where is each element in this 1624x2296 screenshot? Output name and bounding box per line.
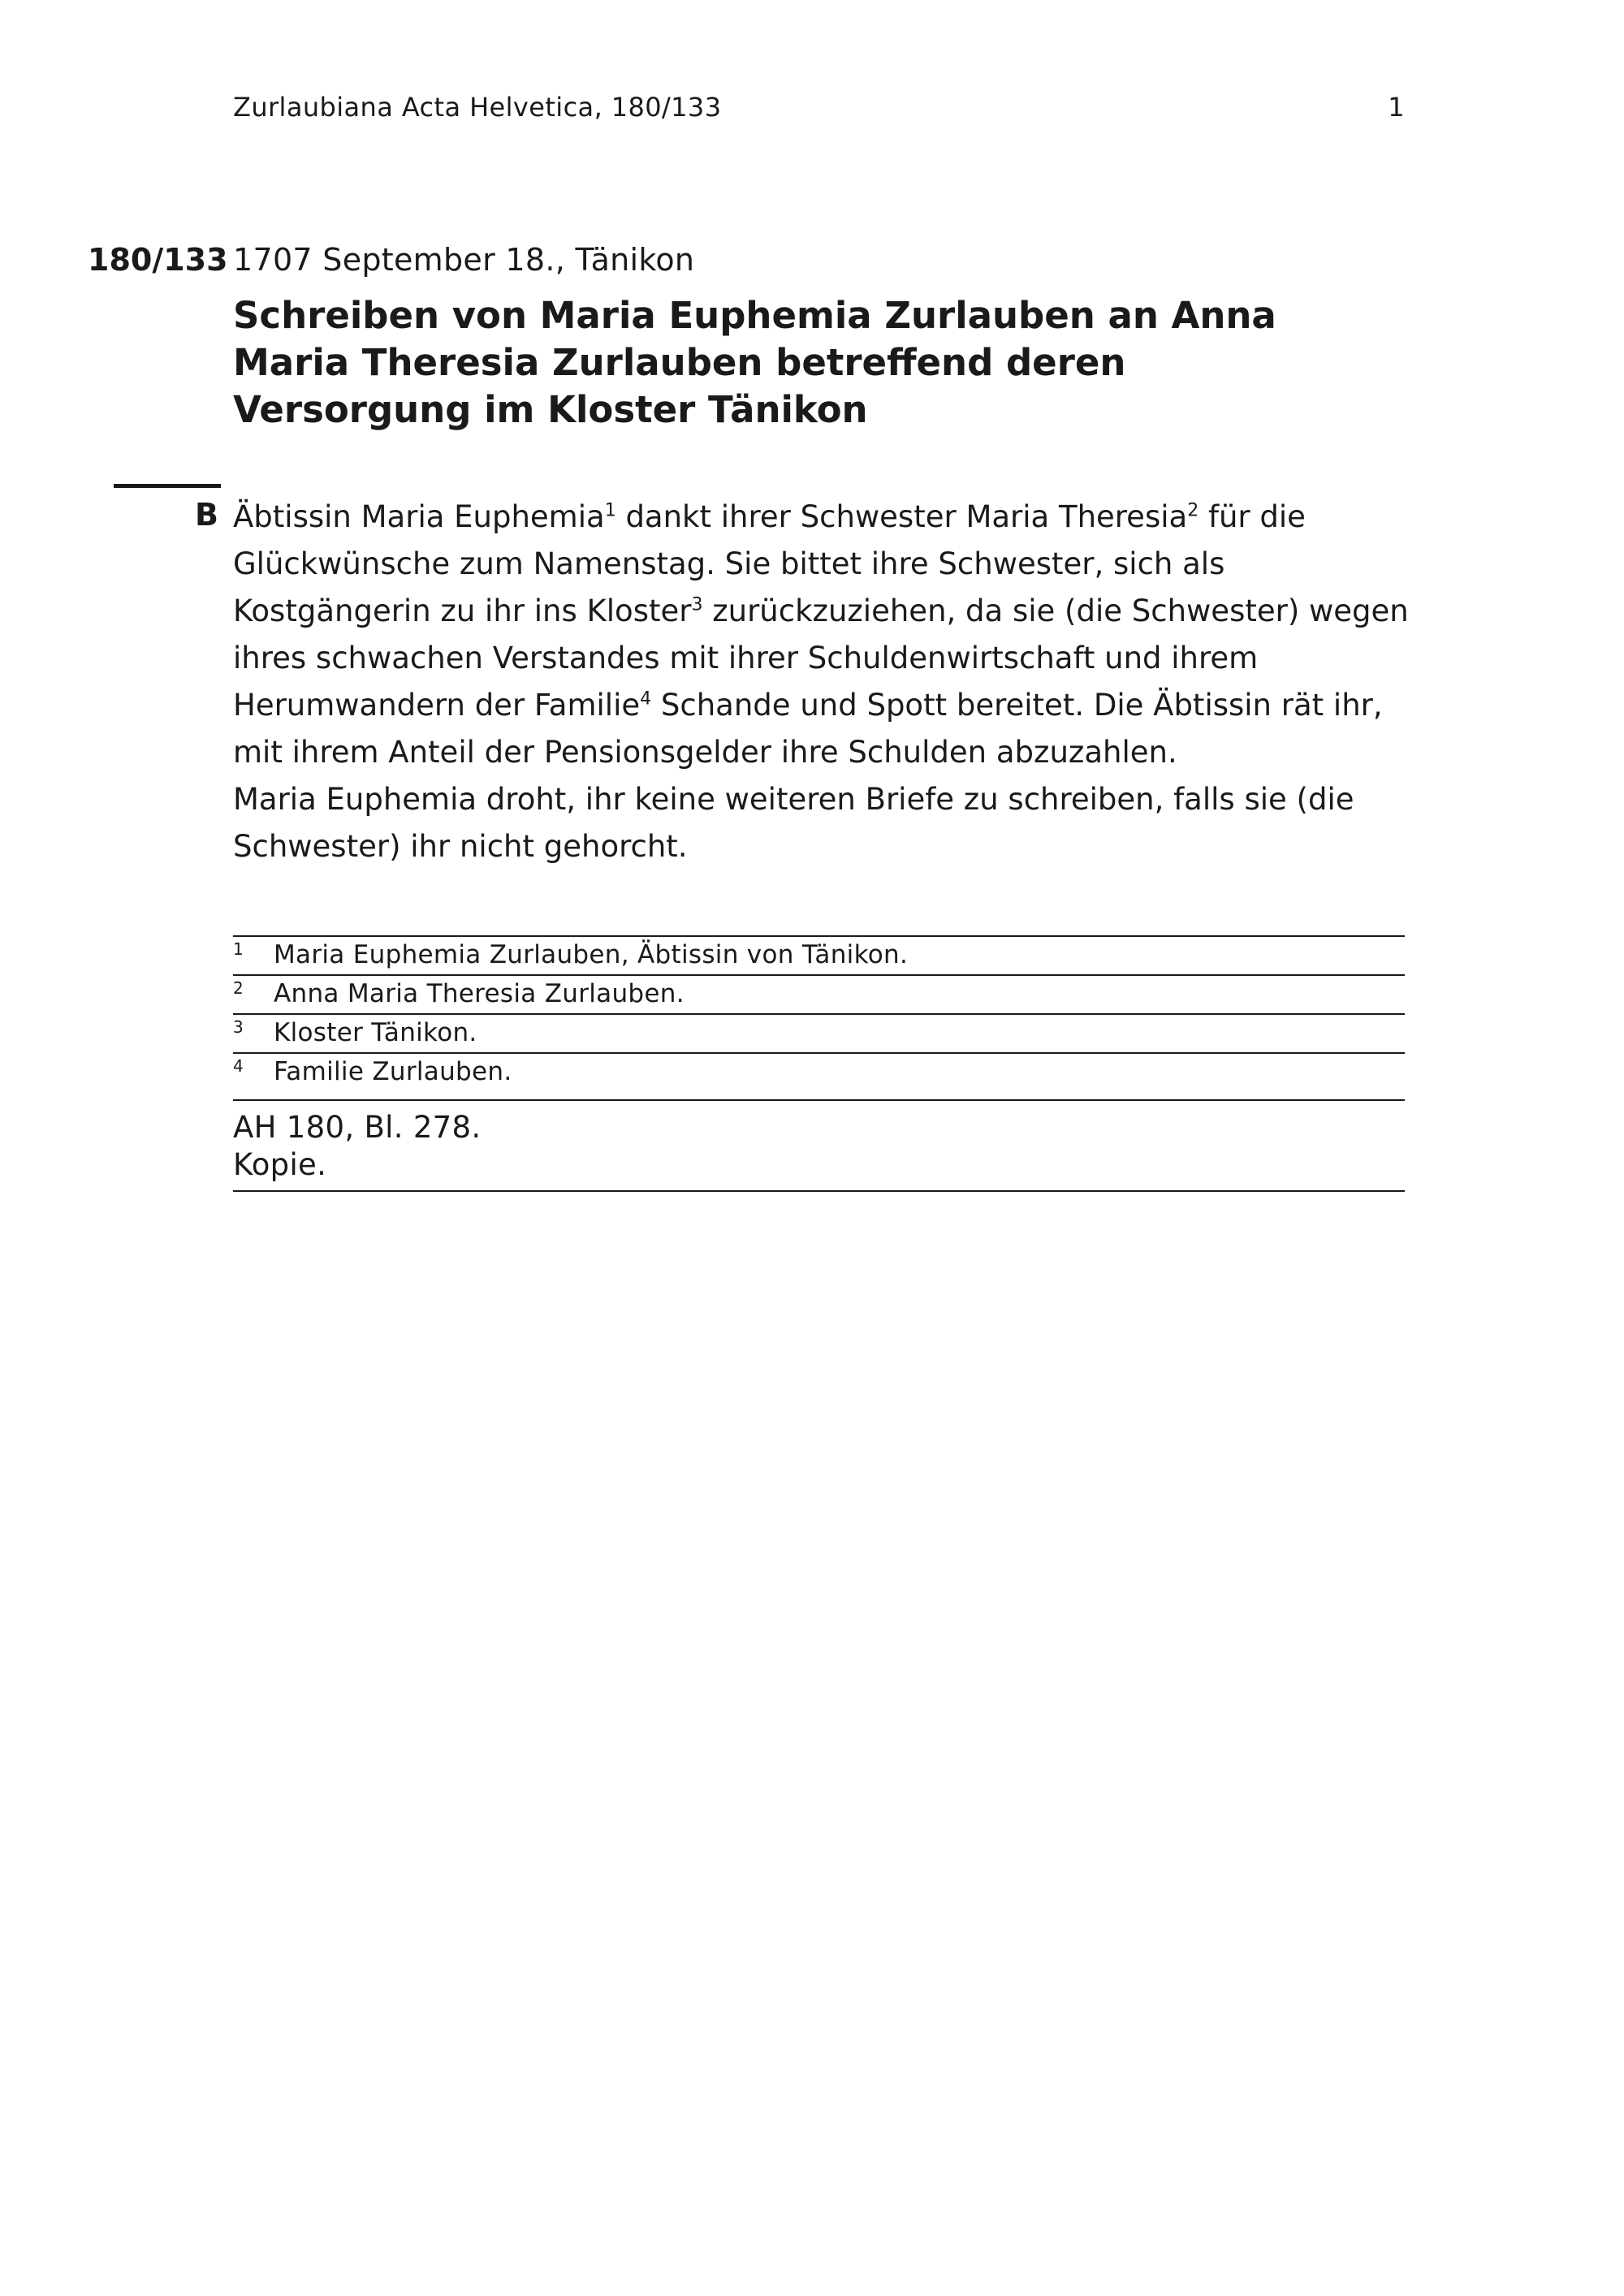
footnote-text: Maria Euphemia Zurlauben, Äbtissin von Tänikon.	[274, 940, 909, 969]
abstract-text: zurückzuziehen, da sie (die Schwester) wegen ihres schwachen Verstandes mit ihrer Schuldenwirtschaft und ihrem Herumwandern der Familie	[233, 593, 1409, 723]
abstract-text: dankt ihrer Schwester Maria Theresia	[615, 499, 1188, 534]
abstract-text: für die Glückwünsche zum Namenstag. Sie bittet ihre Schwester, sich als Kostgängerin zu ihr ins Kloster	[233, 499, 1306, 628]
footnote	[233, 974, 1405, 1013]
abstract-text: Schande und Spott bereitet. Die Äbtissin rät ihr, mit ihrem Anteil der Pensionsgelder ihre Schulden abzuzahlen.	[233, 688, 1383, 770]
footnote	[233, 1052, 1405, 1101]
footnote-text: Familie Zurlauben.	[274, 1057, 512, 1086]
abstract-paragraph: Maria Euphemia droht, ihr keine weiteren Briefe zu schreiben, falls sie (die Schwester) ihr nicht gehorcht.	[233, 782, 1354, 864]
footnote-number: 3	[233, 1017, 244, 1037]
footnote-ref: 2	[1187, 500, 1199, 521]
running-title: Zurlaubiana Acta Helvetica, 180/133	[233, 92, 722, 123]
footnotes	[233, 935, 1405, 1101]
abstract-text: Äbtissin Maria Euphemia	[233, 499, 605, 534]
document-id: 180/133	[88, 242, 228, 278]
source-signature: AH 180, Bl. 278.	[233, 1110, 482, 1145]
page-number: 1	[1388, 92, 1405, 123]
section-divider	[114, 484, 221, 488]
footnote-number: 4	[233, 1056, 244, 1076]
document-date-place: 1707 September 18., Tänikon	[233, 242, 695, 278]
document-title: Schreiben von Maria Euphemia Zurlauben an Anna Maria Theresia Zurlauben betreffend deren Versorgung im Kloster Tänikon	[233, 294, 1276, 431]
abstract-paragraph	[233, 494, 1419, 776]
footnote-ref: 1	[604, 500, 616, 521]
source-type: Kopie.	[233, 1147, 327, 1182]
footnote	[233, 1013, 1405, 1052]
footnote-ref: 3	[691, 594, 703, 615]
running-header	[233, 92, 1405, 132]
abstract	[233, 494, 1419, 870]
footnote	[233, 935, 1405, 974]
footnote-number: 1	[233, 939, 244, 959]
section-marker: B	[195, 497, 218, 533]
footnote-text: Kloster Tänikon.	[274, 1018, 477, 1047]
footnote-ref: 4	[640, 688, 652, 710]
footnote-text: Anna Maria Theresia Zurlauben.	[274, 979, 685, 1008]
source-info	[233, 1109, 1405, 1192]
footnote-number: 2	[233, 978, 244, 998]
